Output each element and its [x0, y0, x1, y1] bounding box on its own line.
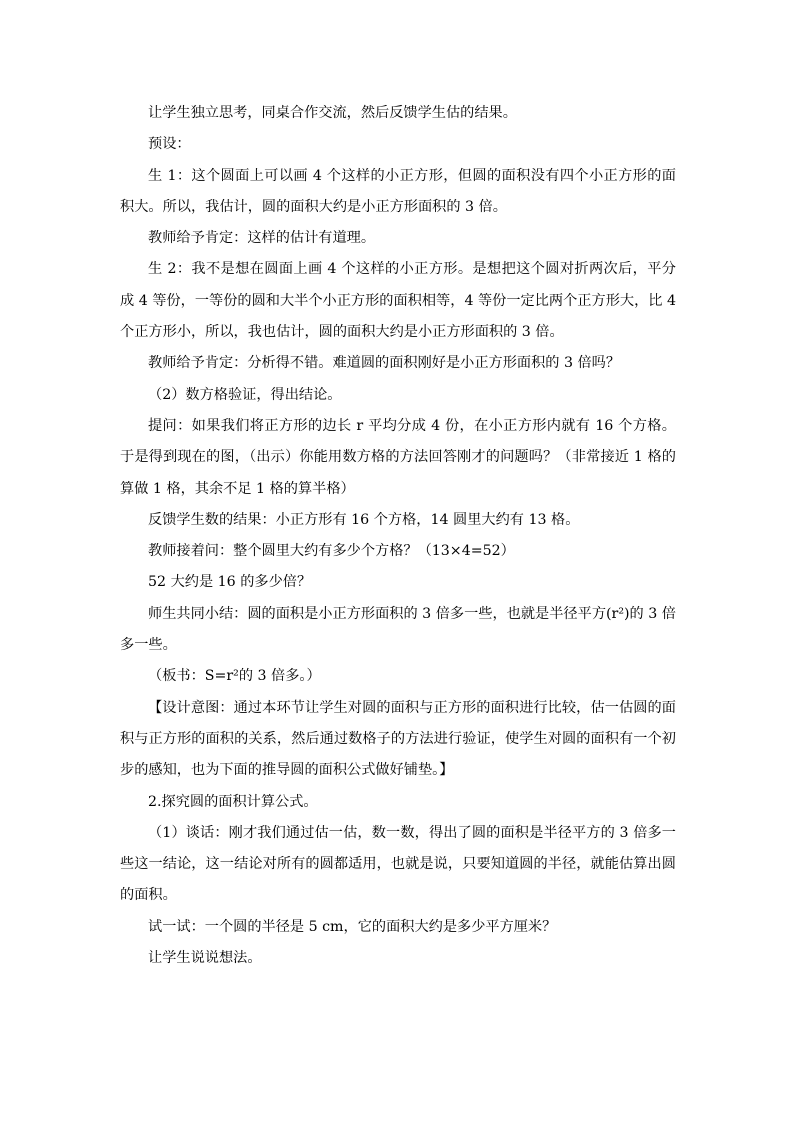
paragraph-multiple-question: 52 大约是 16 的多少倍？ [148, 574, 312, 591]
paragraph-teacher-ask: 教师接着问：整个圆里大约有多少个方格？（13×4=52） [148, 543, 515, 560]
paragraph-question: 提问：如果我们将正方形的边长 r 平均分成 4 份，在小正方形内就有 16 个方格。于是得到现在的图，（出示）你能用数方格的方法回答刚才的问题吗？（非常接近 1 格的算做 1 格，其余不足 1 格的算半格） [120, 417, 676, 497]
paragraph-preset: 预设： [148, 136, 191, 153]
paragraph-student-1: 生 1：这个圆面上可以画 4 个这样的小正方形，但圆的面积没有四个小正方形的面积大。所以，我估计，圆的面积大约是小正方形面积的 3 倍。 [120, 167, 676, 215]
paragraph-board-note: （板书：S=r²的 3 倍多。） [148, 668, 321, 685]
paragraph-design-intent: 【设计意图：通过本环节让学生对圆的面积与正方形的面积进行比较，估一估圆的面积与正方形的面积的关系，然后通过数格子的方法进行验证，使学生对圆的面积有一个初步的感知，也为下面的推导圆的面积公式做好铺垫。】 [120, 699, 676, 779]
document-body [120, 98, 676, 974]
paragraph-teacher-affirm-2: 教师给予肯定：分析得不错。难道圆的面积刚好是小正方形面积的 3 倍吗？ [148, 355, 621, 372]
paragraph-verify-heading: （2）数方格验证，得出结论。 [148, 386, 342, 403]
paragraph-feedback: 反馈学生数的结果：小正方形有 16 个方格，14 圆里大约有 13 格。 [148, 511, 580, 528]
paragraph-summary: 师生共同小结：圆的面积是小正方形面积的 3 倍多一些，也就是半径平方(r²)的 3 倍多一些。 [120, 605, 676, 654]
paragraph-instruction: 让学生独立思考，同桌合作交流，然后反馈学生估的结果。 [148, 105, 517, 121]
paragraph-student-2: 生 2：我不是想在圆面上画 4 个这样的小正方形。是想把这个圆对折两次后，平分成 4 等份，一等份的圆和大半个小正方形的面积相等，4 等份一定比两个正方形大，比 4 个正方形小，所以，我也估计，圆的面积大约是小正方形面积的 3 倍。 [120, 261, 676, 341]
paragraph-section-heading: 2.探究圆的面积计算公式。 [148, 793, 318, 810]
paragraph-try: 试一试：一个圆的半径是 5 cm，它的面积大约是多少平方厘米？ [148, 918, 557, 935]
paragraph-teacher-affirm-1: 教师给予肯定：这样的估计有道理。 [148, 230, 376, 247]
paragraph-talk: （1）谈话：刚才我们通过估一估，数一数，得出了圆的面积是半径平方的 3 倍多一些这一结论，这一结论对所有的圆都适用，也就是说，只要知道圆的半径，就能估算出圆的面积。 [120, 824, 676, 904]
paragraph-students-share: 让学生说说想法。 [148, 950, 262, 967]
